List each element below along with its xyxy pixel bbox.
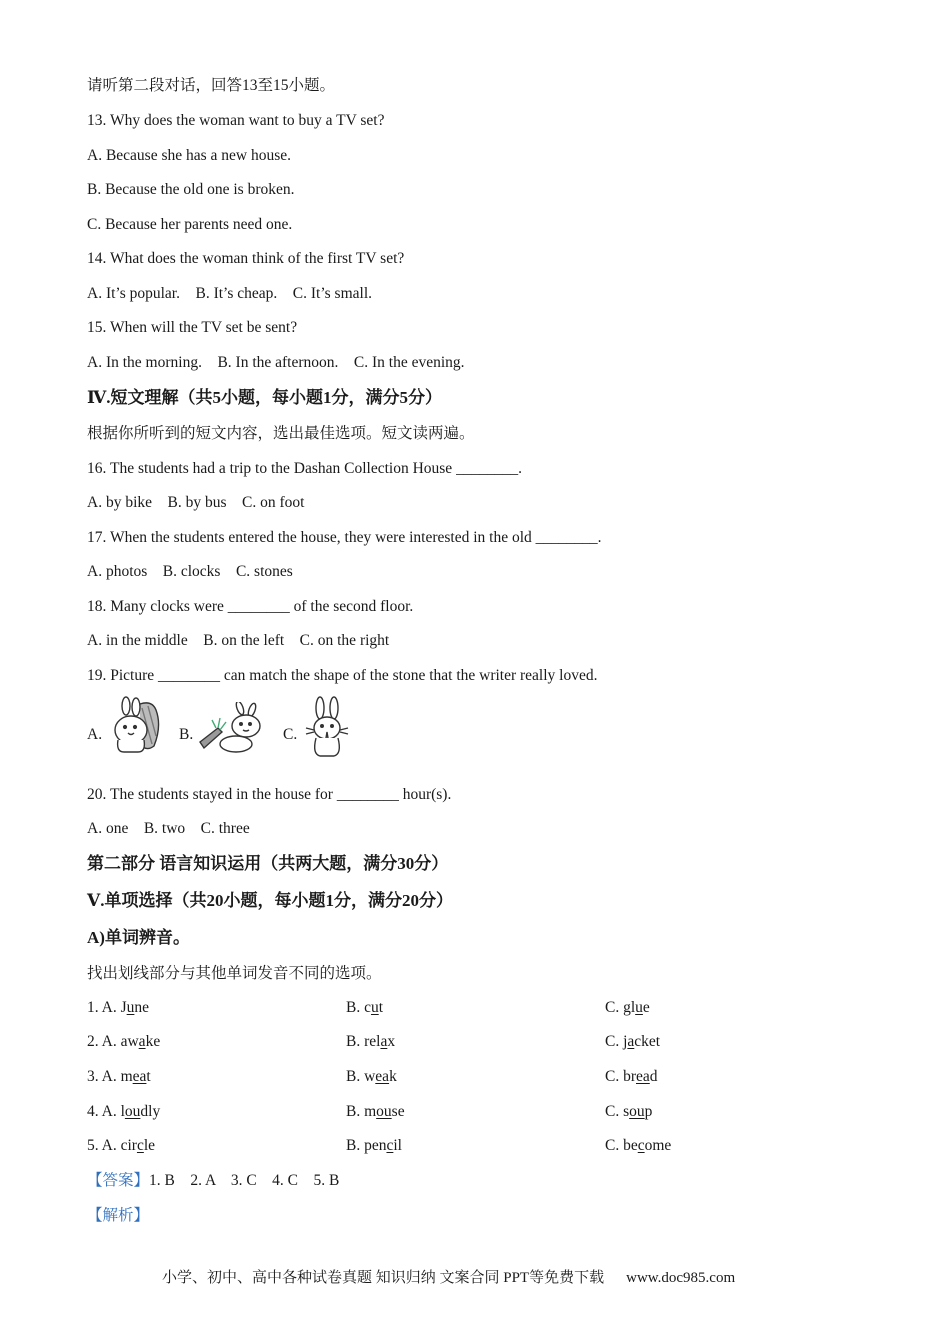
question-13-option-b: B. Because the old one is broken. bbox=[87, 181, 295, 198]
question-18: 18. Many clocks were ________ of the second floor. bbox=[87, 598, 414, 615]
phonics-5-option-a: 5. A. circle bbox=[87, 1137, 156, 1154]
question-16-options: A. by bike B. by bus C. on foot bbox=[87, 494, 305, 511]
question-13: 13. Why does the woman want to buy a TV set? bbox=[87, 112, 385, 129]
phonics-3-option-b: B. weak bbox=[346, 1068, 397, 1085]
answer-line bbox=[87, 1171, 339, 1191]
question-17: 17. When the students entered the house, they were interested in the old ________. bbox=[87, 529, 602, 546]
question-14: 14. What does the woman think of the first TV set? bbox=[87, 250, 405, 267]
phonics-4-option-a: 4. A. loudly bbox=[87, 1103, 161, 1120]
analysis-label: 【解析】 bbox=[87, 1207, 150, 1224]
phonics-2-option-c: C. jacket bbox=[605, 1033, 661, 1050]
question-15-options: A. In the morning. B. In the afternoon. C. In the evening. bbox=[87, 354, 465, 371]
question-20: 20. The students stayed in the house for ________ hour(s). bbox=[87, 786, 452, 803]
instruction-13-15: 请听第二段对话，回答13至15小题。 bbox=[87, 77, 336, 94]
footer-link[interactable]: www.doc985.com bbox=[626, 1270, 736, 1286]
answer-text: 1. B 2. A 3. C 4. C 5. B bbox=[149, 1172, 340, 1189]
phonics-3-option-c: C. bread bbox=[605, 1068, 658, 1085]
lying-rabbit-with-carrot-icon bbox=[196, 702, 268, 754]
question-15: 15. When will the TV set be sent? bbox=[87, 319, 298, 336]
question-19: 19. Picture ________ can match the shape of the stone that the writer really loved. bbox=[87, 667, 598, 684]
section-5-title: Ⅴ.单项选择（共20小题，每小题1分，满分20分） bbox=[87, 891, 453, 910]
picture-option-b-label: B. bbox=[179, 726, 194, 743]
answer-label: 【答案】 bbox=[87, 1172, 150, 1189]
question-13-option-c: C. Because her parents need one. bbox=[87, 216, 293, 233]
phonics-2-option-b: B. relax bbox=[346, 1033, 396, 1050]
phonics-1-option-c: C. glue bbox=[605, 999, 650, 1016]
section-5-subsection-a: A)单词辨音。 bbox=[87, 928, 190, 947]
question-20-options: A. one B. two C. three bbox=[87, 820, 250, 837]
phonics-1-option-a: 1. A. June bbox=[87, 999, 150, 1016]
phonics-5-option-b: B. pencil bbox=[346, 1137, 402, 1154]
phonics-3-option-a: 3. A. meat bbox=[87, 1068, 151, 1085]
question-13-option-a: A. Because she has a new house. bbox=[87, 147, 292, 164]
question-17-options: A. photos B. clocks C. stones bbox=[87, 563, 293, 580]
section-4-title: Ⅳ.短文理解（共5小题，每小题1分，满分5分） bbox=[87, 388, 443, 407]
picture-option-a-label: A. bbox=[87, 726, 103, 743]
picture-option-c-label: C. bbox=[283, 726, 298, 743]
phonics-5-option-c: C. become bbox=[605, 1137, 672, 1154]
question-14-options: A. It’s popular. B. It’s cheap. C. It’s small. bbox=[87, 285, 373, 302]
rabbit-with-carrot-icon bbox=[104, 696, 162, 758]
page-footer bbox=[162, 1268, 735, 1288]
phonics-1-option-b: B. cut bbox=[346, 999, 384, 1016]
phonics-4-option-b: B. mouse bbox=[346, 1103, 405, 1120]
section-5-instruction: 找出划线部分与其他单词发音不同的选项。 bbox=[87, 965, 382, 982]
question-18-options: A. in the middle B. on the left C. on the right bbox=[87, 632, 390, 649]
question-16: 16. The students had a trip to the Dashan Collection House ________. bbox=[87, 460, 522, 477]
footer-text: 小学、初中、高中各种试卷真题 知识归纳 文案合同 PPT等免费下载 bbox=[162, 1270, 605, 1286]
rabbit-eating-carrot-icon bbox=[300, 696, 356, 760]
phonics-4-option-c: C. soup bbox=[605, 1103, 653, 1120]
section-4-instruction: 根据你所听到的短文内容，选出最佳选项。短文读两遍。 bbox=[87, 425, 475, 442]
phonics-2-option-a: 2. A. awake bbox=[87, 1033, 161, 1050]
part-2-title: 第二部分 语言知识运用（共两大题，满分30分） bbox=[87, 854, 449, 873]
